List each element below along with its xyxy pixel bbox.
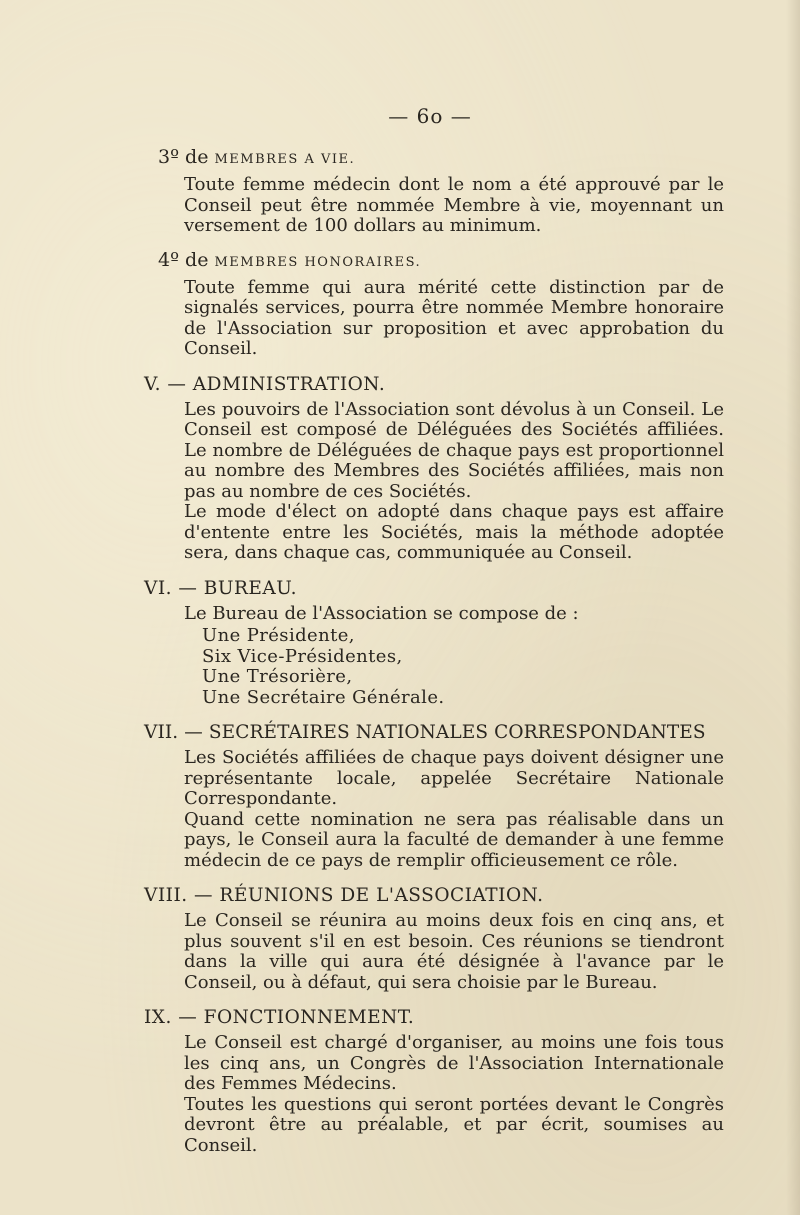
section-viii-heading: VIII. — RÉUNIONS DE L'ASSOCIATION.: [144, 885, 544, 906]
section-ix-paragraph: Le Conseil est chargé d'organiser, au moins une fois tous les cinq ans, un Congrès de l'Association Internationale des Femmes Médecins.: [184, 1032, 724, 1094]
list-item: Une Trésorière,: [202, 666, 353, 687]
membres-honoraires-text: Toute femme qui aura mérité cette distinction par de signalés services, pourra être nommée Membre honoraire de l'Association sur proposition et avec approbation du Conseil.: [184, 276, 724, 359]
section-v-heading: V. — ADMINISTRATION.: [144, 373, 386, 395]
membres-honoraires-title: MEMBRES HONORAIRES.: [214, 254, 422, 270]
membres-honoraires-heading: [158, 249, 724, 274]
page-edge-shadow: [786, 0, 800, 1215]
list-item: Six Vice-Présidentes,: [202, 645, 403, 667]
section-v-paragraph: Le mode d'élect on adopté dans chaque pays est affaire d'entente entre les Sociétés, mais la méthode adoptée sera, dans chaque cas, communiquée au Conseil.: [184, 501, 724, 563]
membres-a-vie-heading: [158, 146, 724, 171]
section-v-paragraph: Les pouvoirs de l'Association sont dévolus à un Conseil. Le Conseil est composé de Déléguées des Sociétés affiliées. Le nombre de Déléguées de chaque pays est proportionnel au nombre des Membres des Sociétés affiliées, mais non pas au nombre de ces Sociétés.: [184, 398, 724, 502]
membres-a-vie-title: MEMBRES A VIE.: [214, 152, 356, 167]
membres-a-vie-text: Toute femme médecin dont le nom a été approuvé par le Conseil peut être nommée Membre à vie, moyennant un versement de 100 dollars au minimum.: [184, 174, 724, 236]
membres-honoraires-marker: 4º de: [158, 248, 209, 271]
section-ix-heading: IX. — FONCTIONNEMENT.: [144, 1007, 415, 1028]
bureau-member-list: [202, 626, 724, 708]
section-viii-paragraph: Le Conseil se réunira au moins deux fois en cinq ans, et plus souvent s'il en est besoin. Ces réunions se tiendront dans la ville qui aura été désignée à l'avance par le Conseil, ou à défaut, qui sera choisie par le Bureau.: [184, 910, 724, 993]
membres-a-vie-marker: 3º de: [158, 146, 209, 168]
list-item: Une Présidente,: [202, 625, 355, 646]
section-vi-intro: Le Bureau de l'Association se compose de :: [184, 602, 579, 624]
section-vii-paragraph: Quand cette nomination ne sera pas réalisable dans un pays, le Conseil aura la faculté de demander à une femme médecin de ce pays de remplir officieusement ce rôle.: [184, 808, 724, 871]
page-number: — 6o —: [388, 104, 472, 128]
section-ix-paragraph: Toutes les questions qui seront portées devant le Congrès devront être au préalable, et par écrit, soumises au Conseil.: [184, 1093, 724, 1156]
list-item: Une Secrétaire Générale.: [202, 686, 445, 708]
section-vii-heading: VII. — SECRÉTAIRES NATIONALES CORRESPONDANTES: [144, 722, 706, 743]
document-body: [144, 146, 724, 1156]
section-vi-heading: VI. — BUREAU.: [144, 577, 298, 599]
section-vii-paragraph: Les Sociétés affiliées de chaque pays doivent désigner une représentante locale, appelée Secrétaire Nationale Correspondante.: [184, 747, 724, 809]
